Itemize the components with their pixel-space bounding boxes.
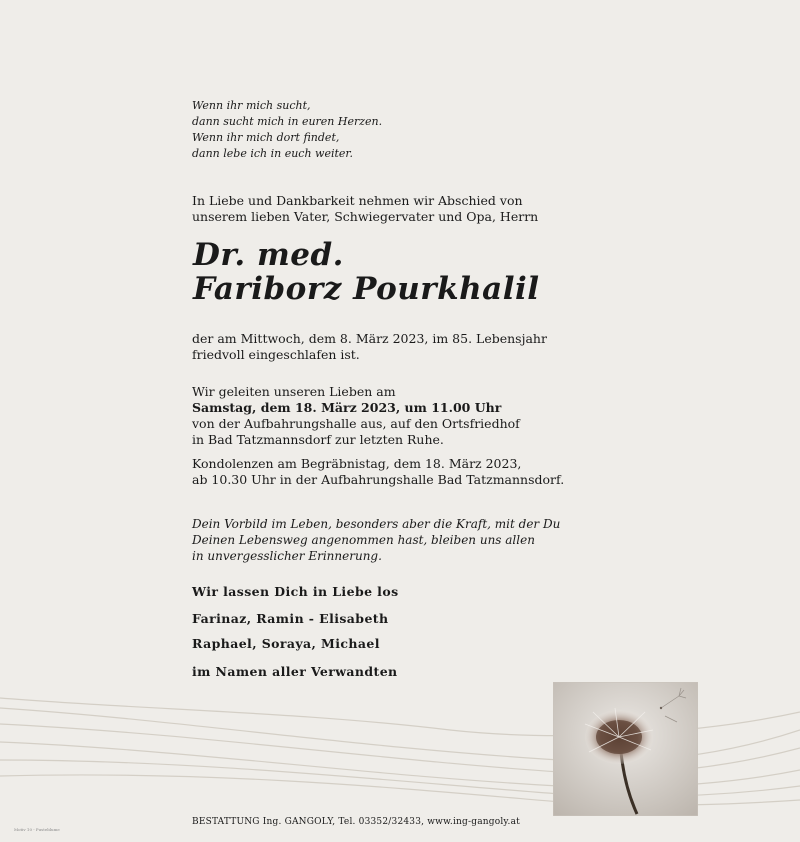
quote-line: Deinen Lebensweg angenommen hast, bleiben uns allen: [192, 533, 535, 547]
funeral-date: Samstag, dem 18. März 2023, um 11.00 Uhr: [192, 400, 502, 415]
passing-line: der am Mittwoch, dem 8. März 2023, im 85. Lebensjahr: [192, 331, 547, 346]
passing-notice: [192, 331, 547, 363]
funeral-line: Wir geleiten unseren Lieben am: [192, 384, 396, 399]
poem-line: Wenn ihr mich dort findet,: [192, 131, 340, 144]
deceased-name: Fariborz Pourkhalil: [193, 271, 540, 307]
opening-poem: [192, 98, 382, 162]
quote-line: Dein Vorbild im Leben, besonders aber die Kraft, mit der Du: [192, 517, 561, 531]
condolences-info: [192, 456, 564, 488]
condolences-line: Kondolenzen am Begräbnistag, dem 18. März 2023,: [192, 456, 522, 471]
intro-text: [192, 193, 538, 225]
quote-line: in unvergesslicher Erinnerung.: [192, 549, 382, 563]
poem-line: dann lebe ich in euch weiter.: [192, 147, 353, 160]
memorial-quote: [192, 516, 560, 564]
funeral-line: von der Aufbahrungshalle aus, auf den Ortsfriedhof: [192, 416, 520, 431]
funeral-line: in Bad Tatzmannsdorf zur letzten Ruhe.: [192, 432, 444, 447]
funeral-home-footer: BESTATTUNG Ing. GANGOLY, Tel. 03352/32433, www.ing-gangoly.at: [192, 817, 520, 827]
farewell-line: Wir lassen Dich in Liebe los: [192, 584, 399, 599]
motif-note: Motiv 10 - Pusteblume: [14, 827, 60, 832]
poem-line: Wenn ihr mich sucht,: [192, 99, 311, 112]
intro-line: In Liebe und Dankbarkeit nehmen wir Abschied von: [192, 193, 523, 208]
family-names-1: Farinaz, Ramin - Elisabeth: [192, 611, 389, 626]
intro-line: unserem lieben Vater, Schwiegervater und Opa, Herrn: [192, 209, 539, 224]
family-names-2: Raphael, Soraya, Michael: [192, 636, 380, 651]
relatives-line: im Namen aller Verwandten: [192, 664, 398, 679]
poem-line: dann sucht mich in euren Herzen.: [192, 115, 383, 128]
condolences-line: ab 10.30 Uhr in der Aufbahrungshalle Bad Tatzmannsdorf.: [192, 472, 565, 487]
deceased-title: Dr. med.: [193, 237, 344, 273]
dandelion-photo: [553, 682, 698, 816]
passing-line: friedvoll eingeschlafen ist.: [192, 347, 360, 362]
funeral-details: [192, 384, 520, 448]
